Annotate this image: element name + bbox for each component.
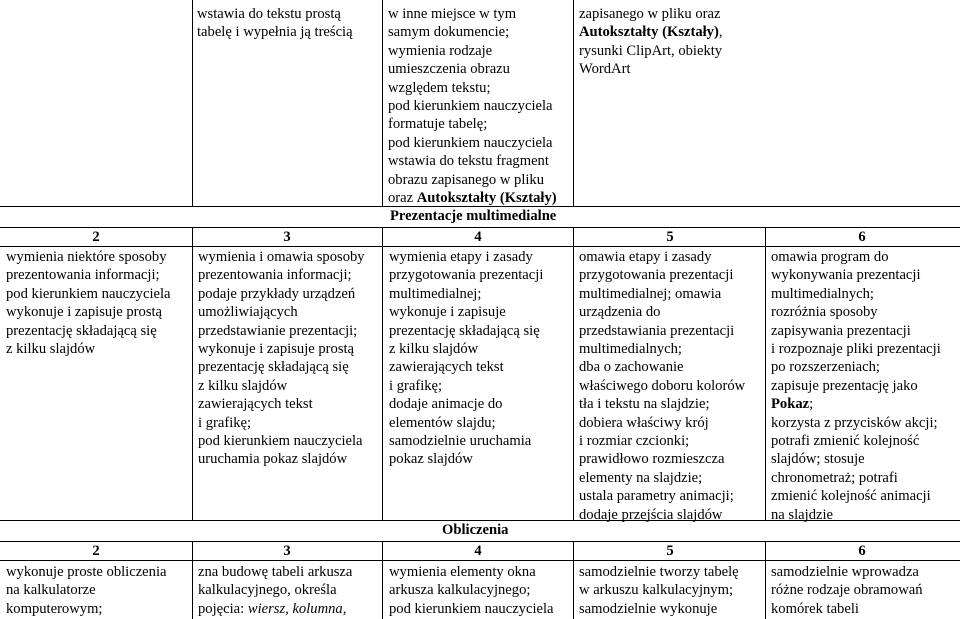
requirement-cell-grade-2: wymienia niektóre sposoby prezentowania informacji; pod kierunkiem nauczyciela wykonuje i zapisuje prostą prezentację składającą się z kilku slajdów	[6, 249, 171, 358]
requirement-cell-grade-4: wymienia etapy i zasady przygotowania prezentacji multimedialnej; wykonuje i zapisuje prezentację składającą się z kilku slajdów zawierających tekst i grafikę; dodaje animacje do elementów slajdu; samodzielnie uruchamia pokaz slajdów	[389, 249, 544, 468]
column-number-2: 2	[92, 543, 100, 559]
grid-line	[192, 227, 193, 520]
requirement-cell-grade-3: wymienia i omawia sposoby prezentowania informacji; podaje przykłady urządzeń umożliwiających przedstawianie prezentacji; wykonuje i zapisuje prostą prezentację składającą się z kilku slajdów zawierających tekst i grafikę; pod kierunkiem nauczyciela uruchamia pokaz slajdów	[198, 249, 365, 468]
calc-cell-grade-3	[198, 563, 352, 618]
top-cell-col3	[388, 5, 557, 207]
column-number-3: 3	[283, 543, 291, 559]
top-cell-col3-bold: Autokształty (Kształy)	[416, 190, 557, 207]
column-number-4: 4	[474, 543, 482, 559]
top-cell-col4-text-b: , rysunki ClipArt, obiekty WordArt	[579, 24, 723, 78]
column-number-6: 6	[858, 543, 866, 559]
grid-line	[573, 227, 574, 520]
requirement-cell-grade-6-bold: Pokaz	[771, 396, 810, 413]
requirement-cell-grade-5: omawia etapy i zasady przygotowania prezentacji multimedialnej; omawia urządzenia do przedstawiania prezentacji multimedialnych; dba o zachowanie właściwego doboru kolorów tła i tekstu na slajdzie; dobiera właściwy krój i rozmiar czcionki; prawidłowo rozmieszcza elementy na slajdzie; ustala parametry animacji; dodaje przejścia slajdów	[579, 249, 746, 523]
section-title-calculations: Obliczenia	[442, 522, 509, 538]
grid-line	[573, 0, 574, 206]
column-number-5: 5	[666, 229, 674, 245]
calc-cell-grade-5: samodzielnie tworzy tabelę w arkuszu kalkulacyjnym; samodzielnie wykonuje	[579, 564, 739, 617]
top-cell-col4-bold: Autokształty (Kształy)	[579, 24, 719, 41]
requirement-cell-grade-6	[771, 248, 941, 524]
top-cell-col4-text-a: zapisanego w pliku oraz	[579, 6, 721, 22]
grid-line	[382, 227, 383, 520]
requirement-cell-grade-6-text: omawia program do wykonywania prezentacji multimedialnych; rozróżnia sposoby zapisywania prezentacji i rozpoznaje pliki prezentacji po rozszerzeniach; zapisuje prezentację jako	[771, 249, 941, 394]
column-number-3: 3	[283, 229, 291, 245]
calc-cell-grade-4: wymienia elementy okna arkusza kalkulacyjnego; pod kierunkiem nauczyciela	[389, 564, 554, 617]
grid-line	[192, 541, 193, 619]
top-cell-col3-text: w inne miejsce w tym samym dokumencie; wymienia rodzaje umieszczenia obrazu względem tekstu; pod kierunkiem nauczyciela formatuje tabelę; pod kierunkiem nauczyciela wstawia do tekstu fragment obrazu zapisanego w pliku oraz	[388, 6, 553, 207]
grid-line	[765, 227, 766, 520]
calc-cell-grade-6: samodzielnie wprowadza różne rodzaje obramowań komórek tabeli	[771, 564, 923, 617]
column-number-4: 4	[474, 229, 482, 245]
calc-cell-grade-2: wykonuje proste obliczenia na kalkulatorze komputerowym;	[6, 564, 167, 617]
grid-line	[765, 541, 766, 619]
section-title-presentations: Prezentacje multimedialne	[390, 208, 557, 224]
grid-line	[382, 541, 383, 619]
requirement-cell-grade-6-rest: ; korzysta z przycisków akcji; potrafi zmienić kolejność slajdów; stosuje chronometraż; potrafi zmienić kolejność animacji na slajdzie	[771, 396, 938, 523]
calc-cell-grade-3-italic: wiersz, kolumna,	[247, 600, 347, 617]
column-number-5: 5	[666, 543, 674, 559]
column-number-6: 6	[858, 229, 866, 245]
grid-line	[382, 0, 383, 206]
calc-cell-grade-3-text: zna budowę tabeli arkusza kalkulacyjnego, określa pojęcia:	[198, 564, 353, 617]
column-number-2: 2	[92, 229, 100, 245]
grid-line	[192, 0, 193, 206]
top-cell-col2: wstawia do tekstu prostą tabelę i wypełnia ją treścią	[197, 6, 353, 41]
grid-line	[573, 541, 574, 619]
top-cell-col4	[579, 5, 723, 79]
